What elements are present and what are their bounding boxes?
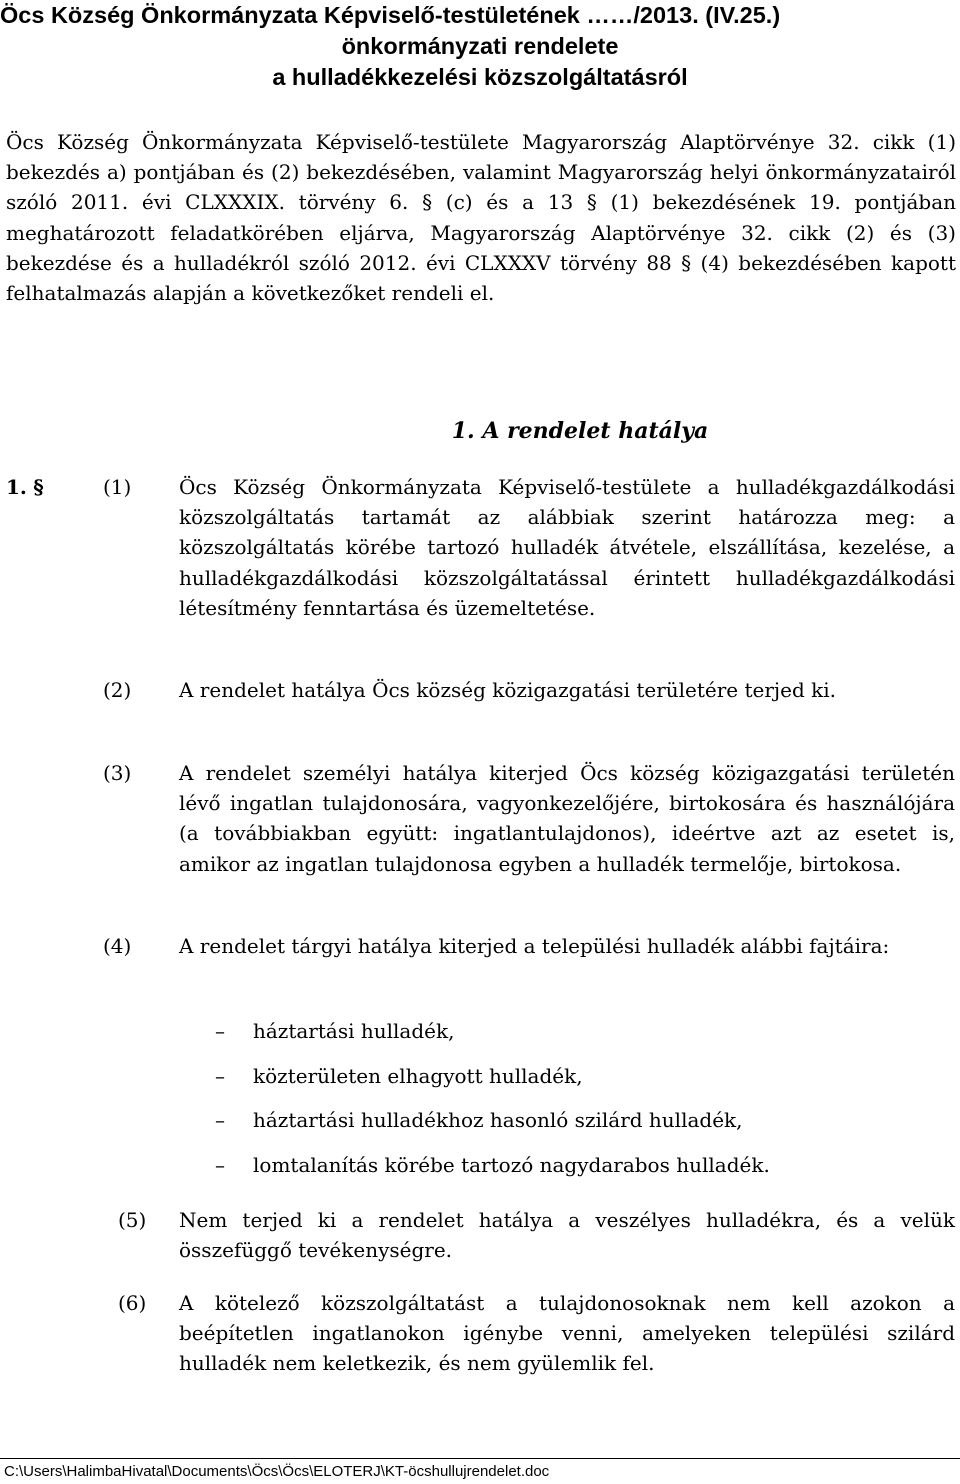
title-line-2: önkormányzati rendelete — [341, 33, 619, 59]
list-dash: – — [215, 1063, 225, 1088]
paragraph-number-3: (3) — [103, 761, 132, 785]
paragraph-number-6: (6) — [118, 1291, 147, 1315]
paragraph-text-2: A rendelet hatálya Öcs község közigazgatási területére terjed ki. — [179, 678, 837, 702]
list-dash: – — [215, 1019, 225, 1043]
list-dash: – — [215, 1153, 225, 1178]
paragraph-number-2: (2) — [103, 678, 132, 702]
list-item — [215, 1061, 770, 1106]
footer-divider — [0, 1458, 960, 1459]
paragraph-number-5: (5) — [118, 1208, 147, 1232]
list-item-text: háztartási hulladékhoz hasonló szilárd hulladék, — [253, 1108, 743, 1133]
paragraph-text-5: Nem terjed ki a rendelet hatálya a veszélyes hulladékra, és a velük összefüggő tevékenységre. — [179, 1208, 955, 1263]
paragraph-number-4: (4) — [103, 934, 132, 958]
list-dash: – — [215, 1108, 225, 1133]
preamble-text: Öcs Község Önkormányzata Képviselő-testülete Magyarország Alaptörvénye 32. cikk (1) bekezdés a) pontjában és (2) bekezdésében, valamint Magyarország helyi önkormányzatairól szóló 2011. évi CLXXXIX. törvény 6. § (c) és a 13 § (1) bekezdésének 19. pontjában meghatározott feladatkörében eljárva, Magyarország Alaptörvénye 32. cikk (2) és (3) bekezdése és a hulladékról szóló 2012. évi CLXXXV törvény 88 § (4) bekezdésében kapott felhatalmazás alapján a következőket rendeli el. — [6, 130, 956, 306]
paragraph-number-1: (1) — [103, 475, 132, 499]
section-heading: 1. A rendelet hatálya — [451, 418, 709, 444]
section-number-value: 1. — [6, 475, 27, 499]
list-item-text: lomtalanítás körébe tartozó nagydarabos hulladék. — [253, 1153, 770, 1178]
paragraph-text-3: A rendelet személyi hatálya kiterjed Öcs község közigazgatási területén lévő ingatlan tulajdonosára, vagyonkezelőjére, birtokosára és használójára (a továbbiakban együtt: ingatlantulajdonos), ideértve azt az esetet is, amikor az ingatlan tulajdonosa egyben a hulladék termelője, birtokosa. — [179, 761, 955, 876]
footer-file-path: C:\Users\HalimbaHivatal\Documents\Öcs\Öcs\ELOTERJ\KT-öcshullujrendelet.doc — [4, 1463, 550, 1480]
waste-type-list — [215, 1016, 770, 1195]
list-item — [215, 1150, 770, 1195]
section-sign: § — [33, 475, 44, 499]
list-item-text: közterületen elhagyott hulladék, — [253, 1063, 583, 1088]
paragraph-text-6: A kötelező közszolgáltatást a tulajdonosoknak nem kell azokon a beépítetlen ingatlanokon igénybe venni, amelyeken települési szilárd hulladék nem keletkezik, és nem gyülemlik fel. — [179, 1291, 955, 1376]
title-line-3: a hulladékkezelési közszolgáltatásról — [272, 64, 688, 90]
paragraph-text-1: Öcs Község Önkormányzata Képviselő-testülete a hulladékgazdálkodási közszolgáltatás tartamát az alábbiak szerint határozza meg: a közszolgáltatás körébe tartozó hulladék átvétele, elszállítása, kezelése, a hulladékgazdálkodási közszolgáltatással érintett hulladékgazdálkodási létesítmény fenntartása és üzemeltetése. — [179, 475, 955, 620]
list-item — [215, 1105, 770, 1150]
title-line-1: Öcs Község Önkormányzata Képviselő-testületének ……/2013. (IV.25.) — [0, 2, 781, 28]
paragraph-text-4: A rendelet tárgyi hatálya kiterjed a települési hulladék alábbi fajtáira: — [179, 934, 890, 958]
list-item — [215, 1016, 770, 1061]
section-number — [6, 472, 44, 502]
list-item-text: háztartási hulladék, — [253, 1019, 455, 1043]
